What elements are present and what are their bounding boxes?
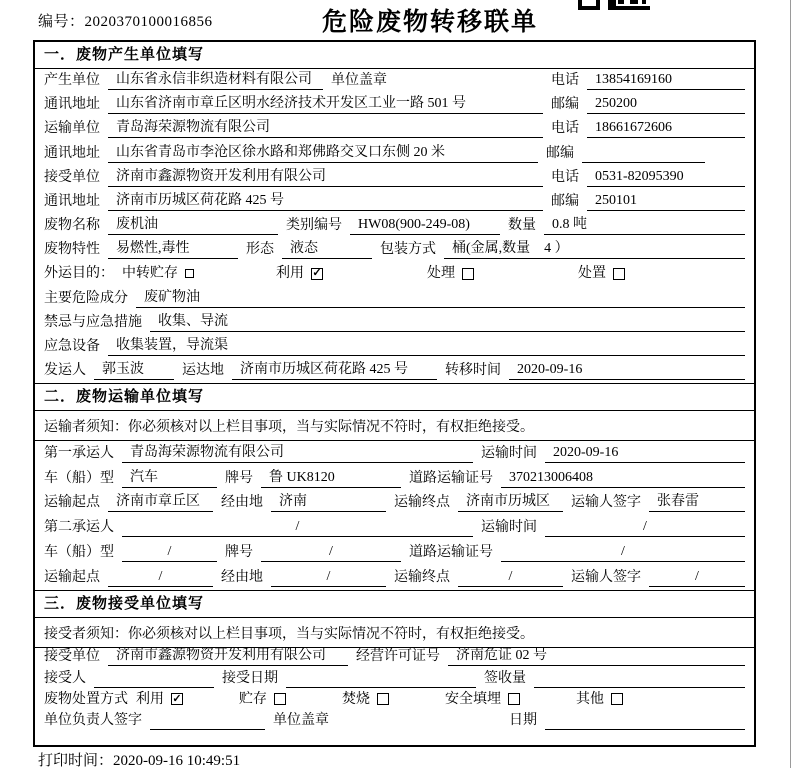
transport-date2-label: 运输时间 bbox=[481, 520, 537, 536]
carrier-sign1-value: 张春雷 bbox=[649, 493, 745, 512]
purpose-treat-group bbox=[427, 265, 474, 283]
license-no-value: 济南危证 02 号 bbox=[448, 647, 745, 666]
purpose-utilize-group bbox=[276, 265, 323, 283]
accept-date-value bbox=[286, 687, 476, 688]
form-row bbox=[35, 93, 754, 117]
form-row bbox=[35, 669, 754, 690]
waste-property-value: 易燃性,毒性 bbox=[108, 240, 238, 259]
terminus2-value: / bbox=[458, 568, 563, 587]
plate-no2-value: / bbox=[261, 543, 401, 562]
form-row bbox=[35, 691, 754, 712]
vehicle-type1-value: 汽车 bbox=[122, 469, 217, 488]
second-carrier-label: 第二承运人 bbox=[44, 520, 114, 536]
origin2-label: 运输起点 bbox=[44, 569, 100, 585]
receiver-unit-value: 济南市鑫源物资开发利用有限公司 bbox=[108, 168, 543, 187]
page-edge-line bbox=[790, 0, 791, 768]
section-receiver bbox=[35, 590, 754, 733]
purpose-transfer-storage-label: 中转贮存 bbox=[122, 266, 178, 282]
emergency-equipment-value: 收集装置，导流渠 bbox=[108, 337, 745, 356]
waste-form-label: 形态 bbox=[246, 242, 274, 258]
section-receiver-heading: 三．废物接受单位填写 bbox=[35, 591, 754, 618]
form-row bbox=[35, 712, 754, 733]
responsible-sign-value bbox=[150, 729, 265, 730]
form-row bbox=[35, 238, 754, 262]
unit-seal-label: 单位盖章 bbox=[273, 713, 329, 728]
purpose-dispose-checkbox[interactable] bbox=[613, 268, 625, 280]
print-time-label: 打印时间： bbox=[38, 753, 114, 768]
purpose-utilize-label: 利用 bbox=[276, 266, 304, 282]
form-row bbox=[35, 190, 754, 214]
sign-date-value bbox=[545, 729, 745, 730]
waste-category-label: 类别编号 bbox=[286, 218, 342, 234]
form-row bbox=[35, 540, 754, 565]
consignor-value: 郭玉波 bbox=[94, 361, 174, 380]
form-row bbox=[35, 565, 754, 590]
form-row bbox=[35, 359, 754, 383]
disposal-utilize-checkbox[interactable]: ✓ bbox=[172, 692, 182, 705]
transporter-address-label: 通讯地址 bbox=[44, 145, 100, 161]
producer-seal-label: 单位盖章 bbox=[331, 73, 387, 89]
consignor-label: 发运人 bbox=[44, 363, 86, 379]
page-title: 危险废物转移联单 bbox=[321, 9, 538, 36]
carrier-sign2-value: / bbox=[649, 568, 745, 587]
transport-date2-value: / bbox=[545, 518, 745, 537]
section-producer bbox=[35, 42, 754, 383]
road-permit2-label: 道路运输证号 bbox=[409, 545, 493, 561]
form-row bbox=[35, 311, 754, 335]
purpose-treat-checkbox[interactable] bbox=[462, 268, 474, 280]
transport-date1-value: 2020-09-16 bbox=[545, 444, 745, 463]
form-row bbox=[35, 214, 754, 238]
carrier-sign2-label: 运输人签字 bbox=[571, 569, 641, 585]
transporter-unit-value: 青岛海荣源物流有限公司 bbox=[108, 119, 543, 138]
packing-method-value: 桶(金属,数量 4 ） bbox=[444, 240, 745, 259]
origin2-value: / bbox=[108, 568, 213, 587]
form-row bbox=[35, 286, 754, 310]
transporter-phone-value: 18661672606 bbox=[587, 119, 745, 138]
disposal-storage-checkbox[interactable] bbox=[274, 693, 286, 705]
disposal-landfill-checkbox[interactable] bbox=[508, 693, 520, 705]
disposal-incinerate-label: 焚烧 bbox=[342, 691, 370, 707]
section-receiver-rows bbox=[35, 648, 754, 733]
receiver-postcode-label: 邮编 bbox=[551, 193, 579, 209]
waste-quantity-value: 0.8 吨 bbox=[544, 216, 745, 235]
received-amount-value bbox=[534, 687, 745, 688]
receiver-phone-label: 电话 bbox=[551, 169, 579, 185]
disposal-storage-label: 贮存 bbox=[239, 691, 267, 707]
print-time-value: 2020-09-16 10:49:51 bbox=[113, 753, 241, 768]
plate-no2-label: 牌号 bbox=[225, 545, 253, 561]
transporter-unit-label: 运输单位 bbox=[44, 121, 100, 137]
form-row bbox=[35, 262, 754, 286]
producer-address-label: 通讯地址 bbox=[44, 97, 100, 113]
road-permit2-value: / bbox=[501, 543, 745, 562]
road-permit1-label: 道路运输证号 bbox=[409, 470, 493, 486]
form-row bbox=[35, 141, 754, 165]
receiver-address-label: 通讯地址 bbox=[44, 193, 100, 209]
waste-name-label: 废物名称 bbox=[44, 218, 100, 234]
first-carrier-value: 青岛海荣源物流有限公司 bbox=[122, 444, 473, 463]
responsible-sign-label: 单位负责人签字 bbox=[44, 713, 142, 728]
main-hazard-label: 主要危险成分 bbox=[44, 290, 128, 306]
purpose-transfer-storage-group bbox=[122, 265, 194, 283]
transfer-purpose-label: 外运目的： bbox=[44, 266, 114, 282]
form-row bbox=[35, 466, 754, 491]
section-producer-heading: 一．废物产生单位填写 bbox=[35, 42, 754, 69]
terminus1-value: 济南市历城区 bbox=[458, 493, 563, 512]
form-row bbox=[35, 335, 754, 359]
transporter-postcode-value bbox=[582, 162, 705, 163]
accept-unit-label: 接受单位 bbox=[44, 649, 100, 665]
form-row bbox=[35, 117, 754, 141]
destination-label: 运达地 bbox=[182, 363, 224, 379]
received-amount-label: 签收量 bbox=[484, 670, 526, 686]
receiver-unit-label: 接受单位 bbox=[44, 169, 100, 185]
disposal-other-group bbox=[576, 691, 623, 709]
waste-property-label: 废物特性 bbox=[44, 242, 100, 258]
origin1-label: 运输起点 bbox=[44, 495, 100, 511]
disposal-other-checkbox[interactable] bbox=[611, 693, 623, 705]
accept-unit-value: 济南市鑫源物资开发利用有限公司 bbox=[108, 647, 348, 666]
form-row bbox=[35, 515, 754, 540]
packing-method-label: 包装方式 bbox=[380, 242, 436, 258]
transporter-address-value: 山东省青岛市李沧区徐水路和郑佛路交叉口东侧 20 米 bbox=[108, 144, 538, 163]
section-transporter-rows bbox=[35, 441, 754, 590]
via2-label: 经由地 bbox=[221, 569, 263, 585]
destination-value: 济南市历城区荷花路 425 号 bbox=[232, 361, 437, 380]
receiver-postcode-value: 250101 bbox=[587, 192, 745, 211]
plate-no1-value: 鲁 UK8120 bbox=[261, 469, 401, 488]
second-carrier-value: / bbox=[122, 518, 473, 537]
form-row bbox=[35, 441, 754, 466]
disposal-incinerate-checkbox[interactable] bbox=[377, 693, 389, 705]
license-no-label: 经营许可证号 bbox=[356, 649, 440, 665]
transfer-date-label: 转移时间 bbox=[445, 363, 501, 379]
terminus1-label: 运输终点 bbox=[394, 495, 450, 511]
disposal-method-label: 废物处置方式 bbox=[44, 691, 128, 707]
disposal-incinerate-group bbox=[342, 691, 389, 709]
section-transporter-heading: 二．废物运输单位填写 bbox=[35, 384, 754, 411]
manifest-form bbox=[33, 40, 756, 747]
transfer-date-value: 2020-09-16 bbox=[509, 361, 745, 380]
carrier-sign1-label: 运输人签字 bbox=[571, 495, 641, 511]
purpose-dispose-label: 处置 bbox=[578, 266, 606, 282]
emergency-equipment-label: 应急设备 bbox=[44, 338, 100, 354]
section-transporter bbox=[35, 383, 754, 590]
disposal-landfill-label: 安全填埋 bbox=[445, 691, 501, 707]
waste-category-value: HW08(900-249-08) bbox=[350, 216, 500, 235]
accept-date-label: 接受日期 bbox=[222, 670, 278, 686]
disposal-landfill-group bbox=[445, 691, 520, 709]
receiver-address-value: 济南市历城区荷花路 425 号 bbox=[108, 192, 543, 211]
plate-no1-label: 牌号 bbox=[225, 470, 253, 486]
form-row bbox=[35, 166, 754, 190]
form-row bbox=[35, 648, 754, 669]
producer-unit-value: 山东省永信非织造材料有限公司 bbox=[108, 71, 323, 90]
disposal-utilize-group bbox=[136, 691, 183, 709]
producer-phone-label: 电话 bbox=[551, 73, 579, 89]
vehicle-type2-value: / bbox=[122, 543, 217, 562]
producer-postcode-label: 邮编 bbox=[551, 97, 579, 113]
road-permit1-value: 370213006408 bbox=[501, 469, 745, 488]
doc-number-label: 编号： bbox=[38, 14, 85, 30]
producer-postcode-value: 250200 bbox=[587, 95, 745, 114]
terminus2-label: 运输终点 bbox=[394, 569, 450, 585]
section-producer-rows bbox=[35, 69, 754, 383]
origin1-value: 济南市章丘区 bbox=[108, 493, 213, 512]
producer-phone-value: 13854169160 bbox=[587, 71, 745, 90]
waste-quantity-label: 数量 bbox=[508, 218, 536, 234]
sign-date-label: 日期 bbox=[509, 713, 537, 728]
vehicle-type2-label: 车（船）型 bbox=[44, 545, 114, 561]
disposal-utilize-label: 利用 bbox=[136, 691, 164, 707]
first-carrier-label: 第一承运人 bbox=[44, 445, 114, 461]
emergency-measures-label: 禁忌与应急措施 bbox=[44, 314, 142, 330]
receiver-notice: 接受者须知：你必须核对以上栏目事项，当与实际情况不符时，有权拒绝接受。 bbox=[35, 618, 754, 648]
disposal-other-label: 其他 bbox=[576, 691, 604, 707]
via1-label: 经由地 bbox=[221, 495, 263, 511]
waste-form-value: 液态 bbox=[282, 240, 372, 259]
form-row bbox=[35, 69, 754, 93]
producer-unit-label: 产生单位 bbox=[44, 73, 100, 89]
purpose-utilize-checkbox[interactable]: ✓ bbox=[312, 267, 322, 280]
accept-person-value bbox=[94, 687, 214, 688]
purpose-treat-label: 处理 bbox=[427, 266, 455, 282]
waste-name-value: 废机油 bbox=[108, 216, 278, 235]
transport-date1-label: 运输时间 bbox=[481, 445, 537, 461]
form-row bbox=[35, 491, 754, 516]
transporter-notice: 运输者须知：你必须核对以上栏目事项，当与实际情况不符时，有权拒绝接受。 bbox=[35, 411, 754, 441]
emergency-measures-value: 收集、导流 bbox=[150, 313, 745, 332]
main-hazard-value: 废矿物油 bbox=[136, 289, 745, 308]
purpose-dispose-group bbox=[578, 265, 625, 283]
receiver-phone-value: 0531-82095390 bbox=[587, 168, 745, 187]
purpose-transfer-storage-checkbox[interactable] bbox=[185, 269, 194, 278]
via2-value: / bbox=[271, 568, 386, 587]
qr-code-partial-icon bbox=[578, 0, 650, 10]
accept-person-label: 接受人 bbox=[44, 670, 86, 686]
doc-number-value: 2020370100016856 bbox=[84, 14, 213, 30]
disposal-storage-group bbox=[239, 691, 286, 709]
vehicle-type1-label: 车（船）型 bbox=[44, 470, 114, 486]
transporter-phone-label: 电话 bbox=[551, 121, 579, 137]
transporter-postcode-label: 邮编 bbox=[546, 145, 574, 161]
via1-value: 济南 bbox=[271, 493, 386, 512]
producer-address-value: 山东省济南市章丘区明水经济技术开发区工业一路 501 号 bbox=[108, 95, 543, 114]
print-time bbox=[38, 749, 240, 768]
